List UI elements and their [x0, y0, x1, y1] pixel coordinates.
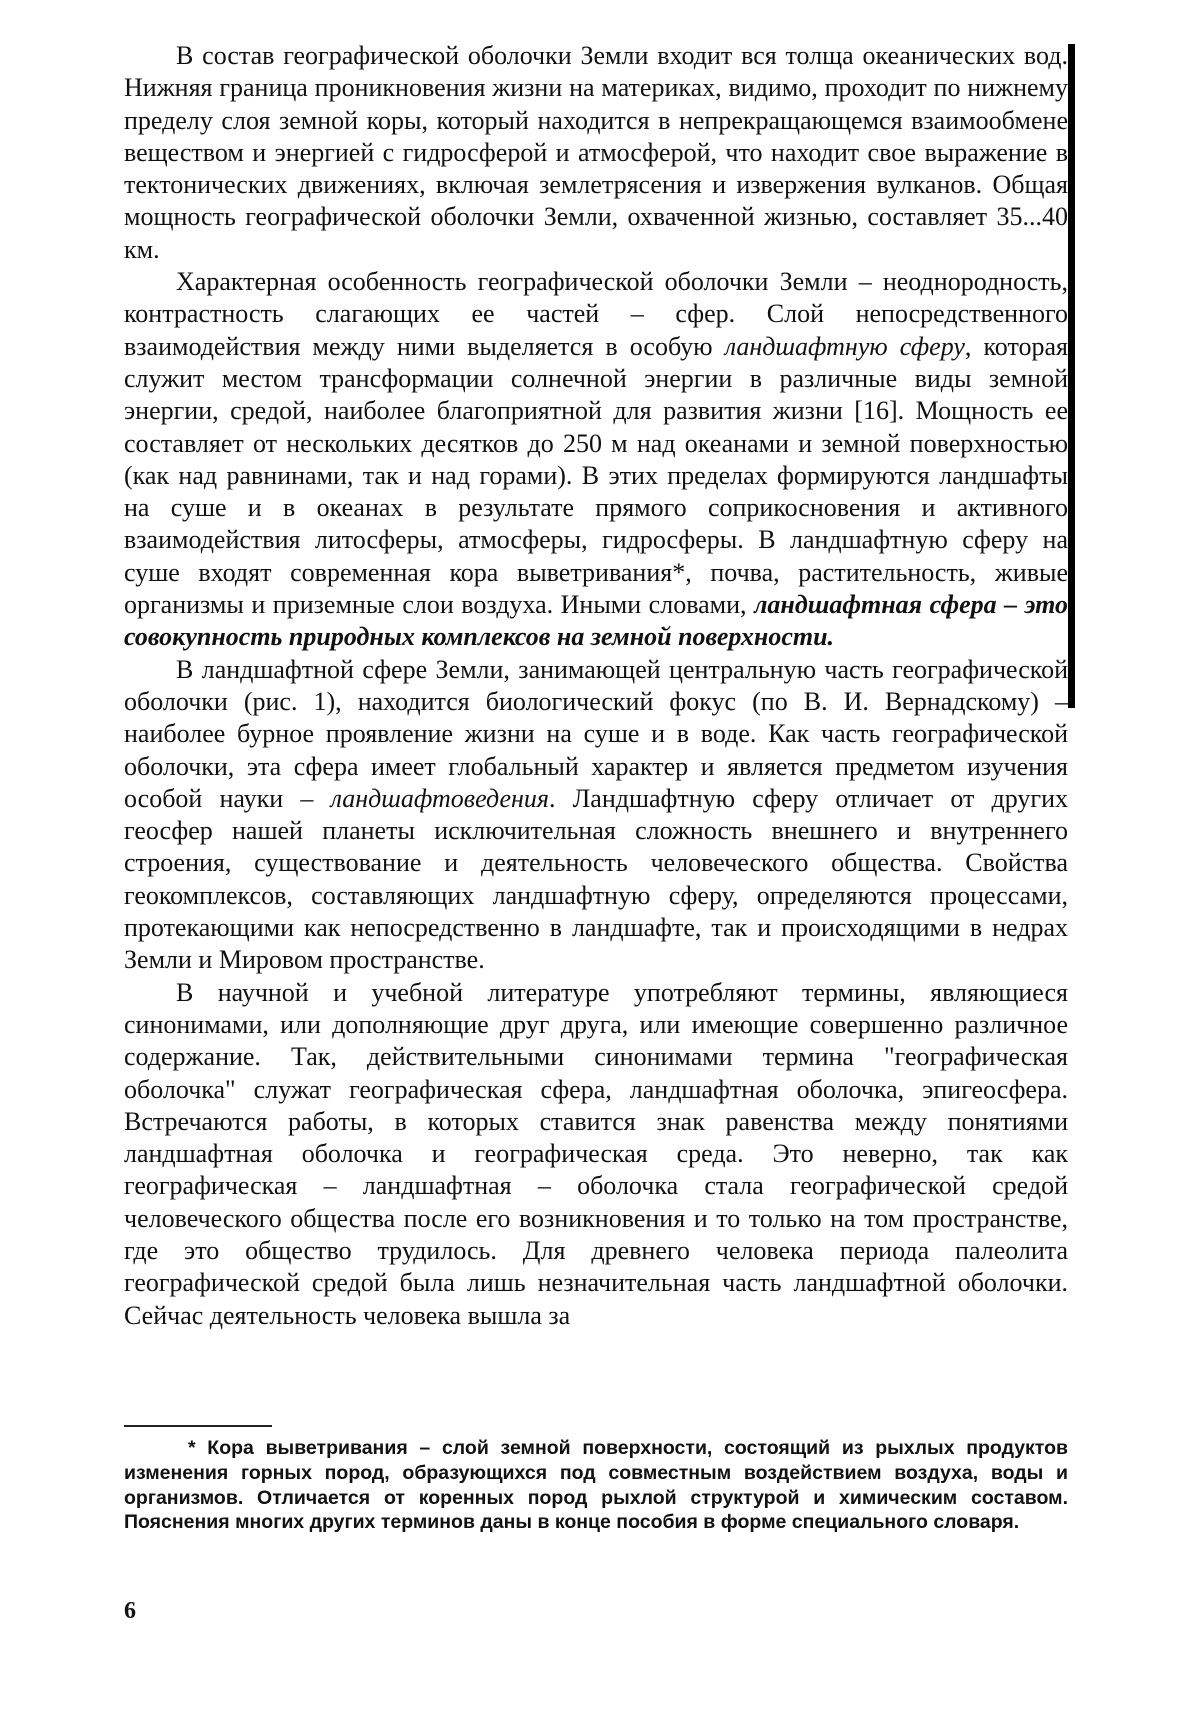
paragraph-3-text-a: В ландшафтной сфере Земли, занимающей центральную часть географической оболочки (рис. 1), находится биологический фокус (по В. И. Вернадскому) – наиболее бурное проявление жизни на суше и в воде. Как часть географической оболочки, эта сфера имеет глобальный характер и является предметом изучения особой науки – — [124, 654, 1068, 813]
paragraph-3 — [124, 654, 1068, 977]
paragraph-2-text-b: , которая служит местом трансформации солнечной энергии в различные виды земной энергии, средой, наиболее благоприятной для развития жизни [16]. Мощность ее составляет от нескольких десятков до 250 м над океанами и земной поверхностью (как над равнинами, так и над горами). В этих пределах формируются ландшафты на суше и в океанах в результате прямого соприкосновения и активного взаимодействия литосферы, атмосферы, гидросферы. В ландшафтную сферу на суше входят современная кора выветривания*, почва, растительность, живые организмы и приземные слои воздуха. Иными словами, — [124, 331, 1068, 620]
term-landscape-sphere: ландшафтную сферу — [724, 331, 965, 361]
paragraph-2-text-a: Характерная особенность географической оболочки Земли – неоднородность, контрастность слагающих ее частей – сфер. Слой непосредственного взаимодействия между ними выделяется в особую — [124, 267, 1068, 361]
paragraph-1 — [124, 40, 1068, 266]
footnote: * Кора выветривания – слой земной поверхности, состоящий из рыхлых продуктов изменения горных пород, образующихся под совместным воздействием воздуха, воды и организмов. Отличается от коренных пород рыхлой структурой и химическим составом. Пояснения многих других терминов даны в конце пособия в форме специального словаря. — [124, 1437, 1068, 1534]
paragraph-4-text: В научной и учебной литературе употребляют термины, являющиеся синонимами, или дополняющие друг друга, или имеющие совершенно различное содержание. Так, действительными синонимами термина "географическая оболочка" служат географическая сфера, ландшафтная оболочка, эпигеосфера. Встречаются работы, в которых ставится знак равенства между понятиями ландшафтная оболочка и географическая среда. Это неверно, так как географическая – ландшафтная – оболочка стала географической средой человеческого общества после его возникновения и то только на том пространстве, где это общество трудилось. Для древнего человека периода палеолита географической средой была лишь незначительная часть ландшафтной оболочки. Сейчас деятельность человека вышла за — [124, 977, 1068, 1330]
body-text — [124, 40, 1068, 1332]
paragraph-3-text-b: . Ландшафтную сферу отличает от других геосфер нашей планеты исключительная сложность внешнего и внутреннего строения, существование и деятельность человеческого общества. Свойства геокомплексов, составляющих ландшафтную сферу, определяются процессами, протекающими как непосредственно в ландшафте, так и происходящими в недрах Земли и Мировом пространстве. — [124, 783, 1068, 975]
paragraph-4 — [124, 977, 1068, 1332]
footnote-separator — [124, 1425, 272, 1427]
paragraph-2 — [124, 266, 1068, 654]
page-number: 6 — [124, 1598, 136, 1624]
paragraph-1-text: В состав географической оболочки Земли входит вся толща океанических вод. Нижняя граница проникновения жизни на материках, видимо, проходит по нижнему пределу слоя земной коры, который находится в непрекращающемся взаимообмене веществом и энергией с гидросферой и атмосферой, что находит свое выражение в тектонических движениях, включая землетрясения и извержения вулканов. Общая мощность географической оболочки Земли, охваченной жизнью, составляет 35...40 км. — [124, 41, 1068, 264]
scan-edge-shadow — [1068, 44, 1075, 708]
definition-landscape-sphere: ландшафтная сфера – это совокупность природных комплексов на земной поверхности. — [124, 590, 1069, 652]
term-landscape-science: ландшафтоведения — [330, 783, 549, 813]
